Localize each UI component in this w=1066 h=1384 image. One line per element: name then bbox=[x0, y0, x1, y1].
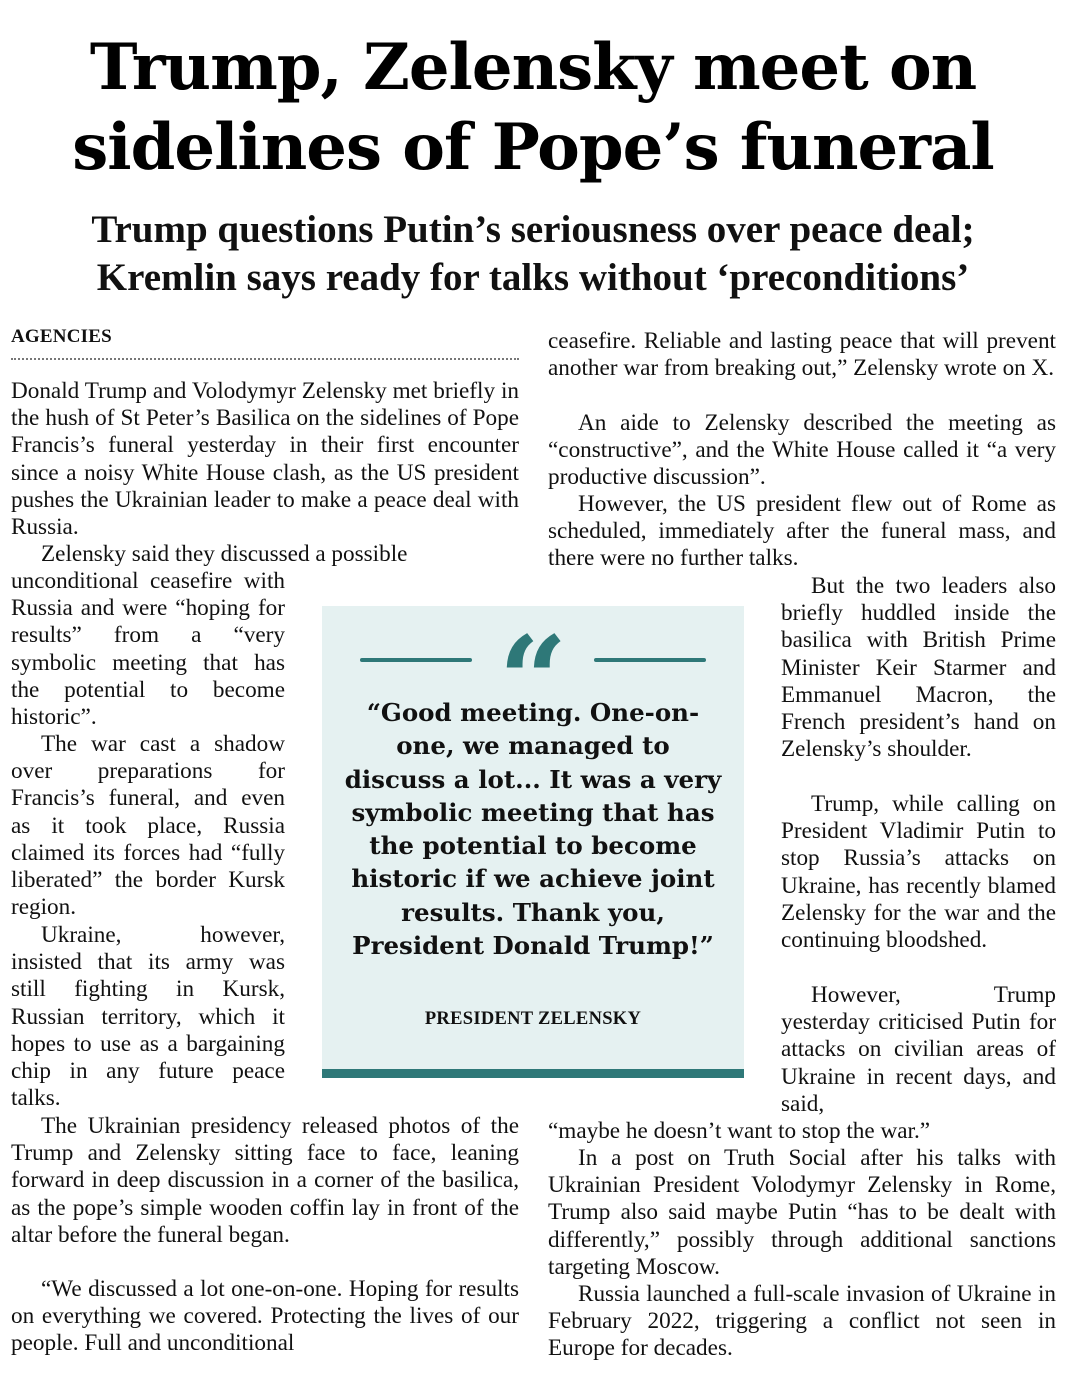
col2-paragraph-5: Trump, while calling on President Vladimir Putin to stop Russia’s attacks on Ukraine, has recently blamed Zelensky for the war and the continuing bloodshed. bbox=[781, 791, 1056, 954]
pull-quote-attribution: PRESIDENT ZELENSKY bbox=[424, 1009, 642, 1029]
quote-rule-left bbox=[360, 658, 472, 662]
col2-paragraph-7: In a post on Truth Social after his talks with Ukrainian President Volodymyr Zelensky in Rome, Trump also said maybe Putin “has to be dealt with differently,” possibly through additional sanctions targeting Moscow. bbox=[548, 1145, 1056, 1280]
col1-paragraph-2-rest: unconditional ceasefire with Russia and were “hoping for results” from a “very symbolic meeting that has the potential to become historic”. bbox=[11, 568, 285, 731]
col2-paragraph-6-narrow: However, Trump yesterday criticised Putin for attacks on civilian areas of Ukraine in recent days, and said, bbox=[781, 982, 1056, 1117]
col1-paragraph-6: “We discussed a lot one-on-one. Hoping for results on everything we covered. Protecting the lives of our people. Full and unconditional bbox=[11, 1276, 519, 1357]
col2-paragraph-4: But the two leaders also briefly huddled inside the basilica with British Prime Minister Keir Starmer and Emmanuel Macron, the French president’s hand on Zelensky’s shoulder. bbox=[781, 573, 1056, 763]
col1-paragraph-4: Ukraine, however, insisted that its army was still fighting in Kursk, Russian territory, which it hopes to use as a bargaining chip in any future peace talks. bbox=[11, 922, 285, 1112]
byline: AGENCIES bbox=[11, 326, 519, 360]
quote-mark-icon: “ bbox=[498, 610, 568, 751]
standfirst-line-1: Trump questions Putin’s seriousness over peace deal; bbox=[91, 208, 975, 251]
col1-paragraph-2-lead: Zelensky said they discussed a possible bbox=[41, 541, 408, 567]
headline bbox=[0, 28, 1066, 188]
standfirst-line-2: Kremlin says ready for talks without ‘preconditions’ bbox=[96, 256, 970, 299]
pull-quote-text: “Good meeting. One-on-one, we managed to discuss a lot... It was a very symbolic meeting that has the potential to become historic if we achieve joint results. Thank you, President Donald Trump!” bbox=[344, 698, 722, 961]
col1-paragraph-1: Donald Trump and Volodymyr Zelensky met briefly in the hush of St Peter’s Basilica on the sidelines of Pope Francis’s funeral yesterday in their first encounter since a noisy White House clash, as the US president pushes the Ukrainian leader to make a peace deal with Russia. bbox=[11, 378, 519, 541]
col2-paragraph-1: ceasefire. Reliable and lasting peace that will prevent another war from breaking out,” Zelensky wrote on X. bbox=[548, 328, 1056, 382]
pull-quote-box bbox=[322, 606, 744, 1078]
headline-line-2: sidelines of Pope’s funeral bbox=[72, 110, 994, 185]
col1-paragraph-3: The war cast a shadow over preparations for Francis’s funeral, and even as it took place, Russia claimed its forces had “fully liberated” the border Kursk region. bbox=[11, 731, 285, 921]
col2-paragraph-2: An aide to Zelensky described the meeting as “constructive”, and the White House called it “a very productive discussion”. bbox=[548, 410, 1056, 491]
col2-paragraph-8: Russia launched a full-scale invasion of Ukraine in February 2022, triggering a conflict not seen in Europe for decades. bbox=[548, 1281, 1056, 1362]
quote-rule-right bbox=[594, 658, 706, 662]
col2-paragraph-6-rest: “maybe he doesn’t want to stop the war.” bbox=[548, 1118, 931, 1144]
col2-paragraph-3: However, the US president flew out of Rome as scheduled, immediately after the funeral mass, and there were no further talks. bbox=[548, 491, 1056, 572]
standfirst bbox=[0, 206, 1066, 302]
col1-paragraph-5: The Ukrainian presidency released photos of the Trump and Zelensky sitting face to face, leaning forward in deep discussion in a corner of the basilica, as the pope’s simple wooden coffin lay in front of the altar before the funeral began. bbox=[11, 1113, 519, 1248]
headline-line-1: Trump, Zelensky meet on bbox=[89, 30, 977, 105]
